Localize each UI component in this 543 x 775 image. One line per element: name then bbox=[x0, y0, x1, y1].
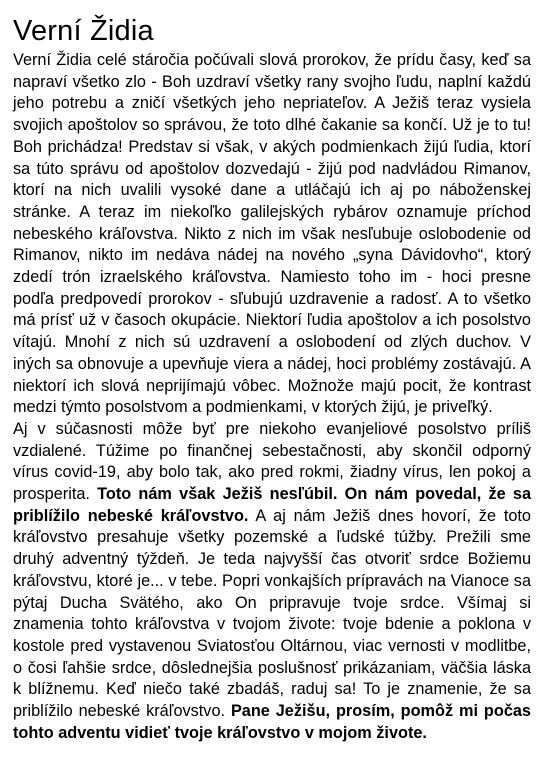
document-page bbox=[13, 14, 531, 745]
paragraph-1-text: Verní Židia celé stáročia počúvali slová prorokov, že prídu časy, keď sa napraví všetko zlo - Boh uzdraví všetky rany svojho ľudu, naplní každú jeho potrebu a zničí všetkých jeho nepriateľov. A Ježiš teraz vysiela svojich apoštolov so správou, že toto dlhé čakanie sa končí. Už je to tu! Boh prichádza! Predstav si však, v akých podmienkach žijú ľudia, ktorí sa túto správu od apoštolov dozvedajú - žijú pod nadvládou Rimanov, ktorí na nich uvalili vysoké dane a utláčajú ich aj po náboženskej stránke. A teraz im niekoľko galilejských rybárov oznamuje príchod nebeského kráľovstva. Nikto z nich im však nesľubuje oslobodenie od Rimanov, nikto im nedáva nádej na nového „syna Dávidovho“, ktorý zdedí trón izraelského kráľovstva. Namiesto toho im - hoci presne podľa predpovedí prorokov - sľubujú uzdravenie a radosť. A to všetko má prísť už v časoch okupácie. Niektorí ľudia apoštolov a ich posolstvo vítajú. Mnohí z nich sú uzdravení a oslobodení od zlých duchov. V iných sa obnovuje a upevňuje viera a nádej, hoci problémy zostávajú. A niektorí ich slová neprijímajú vôbec. Možnože majú pocit, že kontrast medzi týmto posolstvom a podmienkami, v ktorých žijú, je priveľký. bbox=[13, 51, 531, 417]
paragraph-2-emphasis-promise: Toto nám však Ježiš nesľúbil. On nám povedal, že sa priblížilo nebeské kráľovstvo. bbox=[13, 485, 531, 525]
closing-prayer: Pane Ježišu, prosím, pomôž mi počas tohto adventu vidieť tvoje kráľovstvo v mojom živote. bbox=[13, 702, 531, 742]
paragraph-2-text-b: A aj nám Ježiš dnes hovorí, že toto kráľovstvo presahuje všetky pozemské a ľudské túžby. Prežili sme druhý adventný týždeň. Je teda najvyšší čas otvoriť srdce Božiemu kráľovstvu, ktoré je... v tebe. Popri vonkajších prípravách na Vianoce sa pýtaj Ducha Svätého, ako On pripravuje tvoje srdce. Všímaj si znamenia tohto kráľovstva v tvojom živote: tvoje bdenie a poklona v kostole pred vystavenou Sviatosťou Oltárnou, viac vernosti v modlitbe, o čosi ľahšie srdce, dôslednejšia poslušnosť prikázaniam, väčšia láska k blížnemu. Keď niečo také zbadáš, raduj sa! To je znamenie, že sa priblížilo nebeské kráľovstvo. bbox=[13, 506, 531, 721]
document-title: Verní Židia bbox=[13, 15, 154, 47]
paragraph-1 bbox=[13, 50, 531, 419]
paragraph-2 bbox=[13, 419, 531, 745]
paragraph-2-text-a: Aj v súčasnosti môže byť pre niekoho evanjeliové posolstvo príliš vzdialené. Túžime po finančnej sebestačnosti, aby skončil odporný vírus covid-19, aby bolo tak, ako pred rokmi, žiadny vírus, len pokoj a prosperita. bbox=[13, 419, 531, 504]
